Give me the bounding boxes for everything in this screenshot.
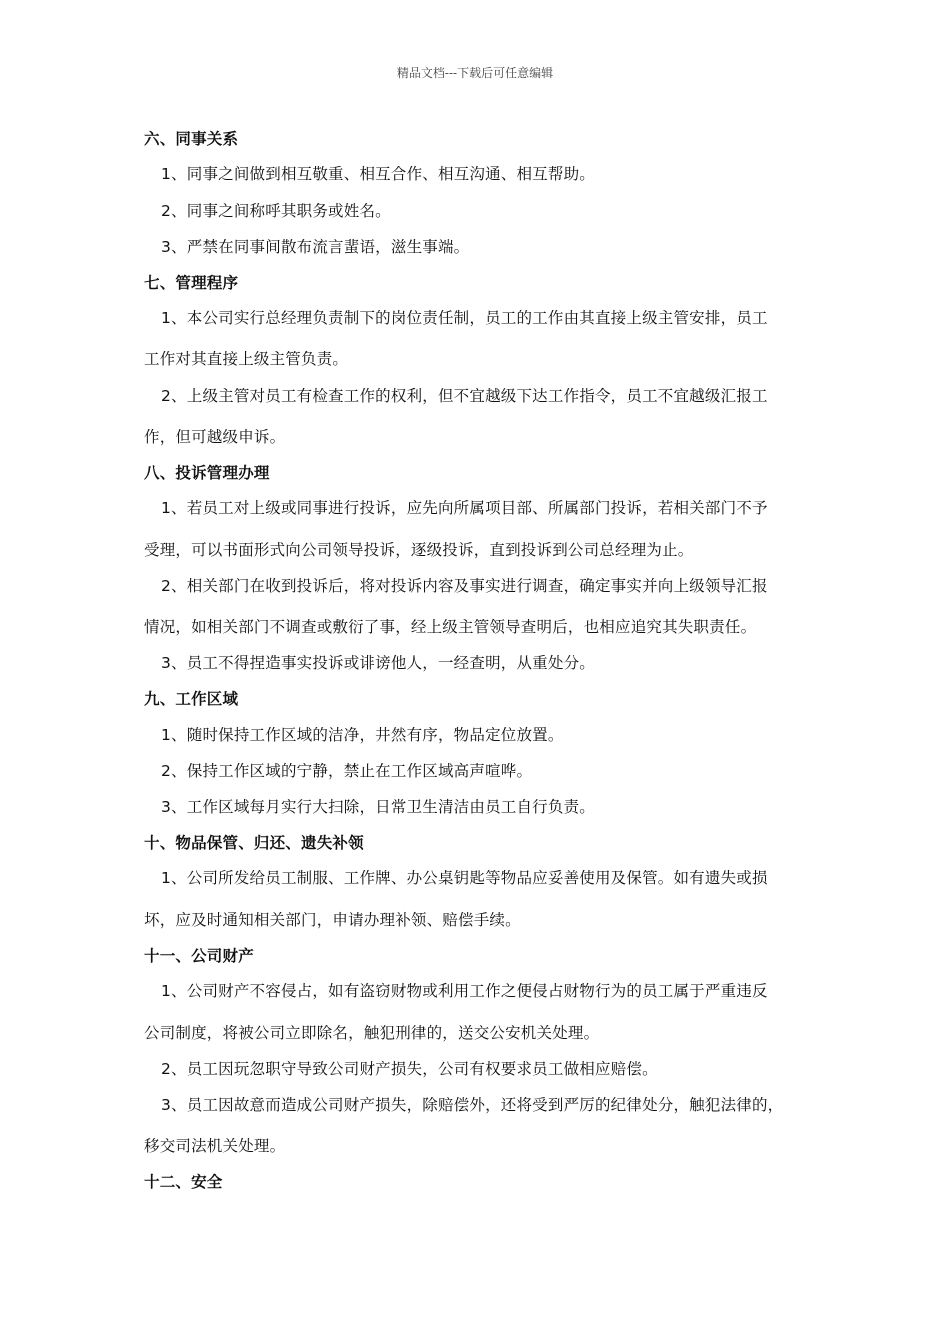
paragraph-line: 2、员工因玩忽职守导致公司财产损失，公司有权要求员工做相应赔偿。 xyxy=(161,1060,658,1078)
paragraph-line: 2、保持工作区域的宁静，禁止在工作区域高声喧哗。 xyxy=(161,762,533,780)
paragraph-line: 1、公司财产不容侵占，如有盗窃财物或利用工作之便侵占财物行为的员工属于严重违反 xyxy=(161,982,768,1000)
paragraph-line: 1、若员工对上级或同事进行投诉，应先向所属项目部、所属部门投诉，若相关部门不予 xyxy=(161,499,768,517)
paragraph-continuation: 公司制度，将被公司立即除名，触犯刑律的，送交公安机关处理。 xyxy=(144,1024,600,1042)
paragraph-line: 2、相关部门在收到投诉后，将对投诉内容及事实进行调查，确定事实并向上级领导汇报 xyxy=(161,577,768,595)
paragraph-continuation: 坏，应及时通知相关部门，申请办理补领、赔偿手续。 xyxy=(144,911,521,929)
paragraph-line: 2、上级主管对员工有检查工作的权利，但不宜越级下达工作指令，员工不宜越级汇报工 xyxy=(161,387,768,405)
paragraph-line: 1、公司所发给员工制服、工作牌、办公桌钥匙等物品应妥善使用及保管。如有遗失或损 xyxy=(161,869,768,887)
section-heading: 六、同事关系 xyxy=(144,130,239,148)
paragraph-continuation: 作，但可越级申诉。 xyxy=(144,428,286,446)
paragraph-continuation: 移交司法机关处理。 xyxy=(144,1137,286,1155)
paragraph-line: 3、工作区域每月实行大扫除，日常卫生清洁由员工自行负责。 xyxy=(161,798,595,816)
paragraph-continuation: 情况，如相关部门不调查或敷衍了事，经上级主管领导查明后，也相应追究其失职责任。 xyxy=(144,618,757,636)
paragraph-line: 1、同事之间做到相互敬重、相互合作、相互沟通、相互帮助。 xyxy=(161,165,595,183)
paragraph-line: 1、本公司实行总经理负责制下的岗位责任制，员工的工作由其直接上级主管安排，员工 xyxy=(161,309,768,327)
section-heading: 十、物品保管、归还、遗失补领 xyxy=(144,834,364,852)
section-heading: 七、管理程序 xyxy=(144,274,239,292)
paragraph-line: 3、员工不得捏造事实投诉或诽谤他人，一经查明，从重处分。 xyxy=(161,654,595,672)
section-heading: 九、工作区域 xyxy=(144,690,239,708)
paragraph-line: 3、严禁在同事间散布流言蜚语，滋生事端。 xyxy=(161,238,470,256)
section-heading: 十二、安全 xyxy=(144,1173,223,1191)
paragraph-continuation: 受理，可以书面形式向公司领导投诉，逐级投诉，直到投诉到公司总经理为止。 xyxy=(144,541,694,559)
paragraph-line: 3、员工因故意而造成公司财产损失，除赔偿外，还将受到严厉的纪律处分，触犯法律的， xyxy=(161,1096,784,1114)
paragraph-line: 2、同事之间称呼其职务或姓名。 xyxy=(161,202,391,220)
page-header: 精品文档---下载后可任意编辑 xyxy=(396,66,554,80)
section-heading: 十一、公司财产 xyxy=(144,947,254,965)
paragraph-continuation: 工作对其直接上级主管负责。 xyxy=(144,350,349,368)
section-heading: 八、投诉管理办理 xyxy=(144,464,270,482)
paragraph-line: 1、随时保持工作区域的洁净，井然有序，物品定位放置。 xyxy=(161,726,564,744)
